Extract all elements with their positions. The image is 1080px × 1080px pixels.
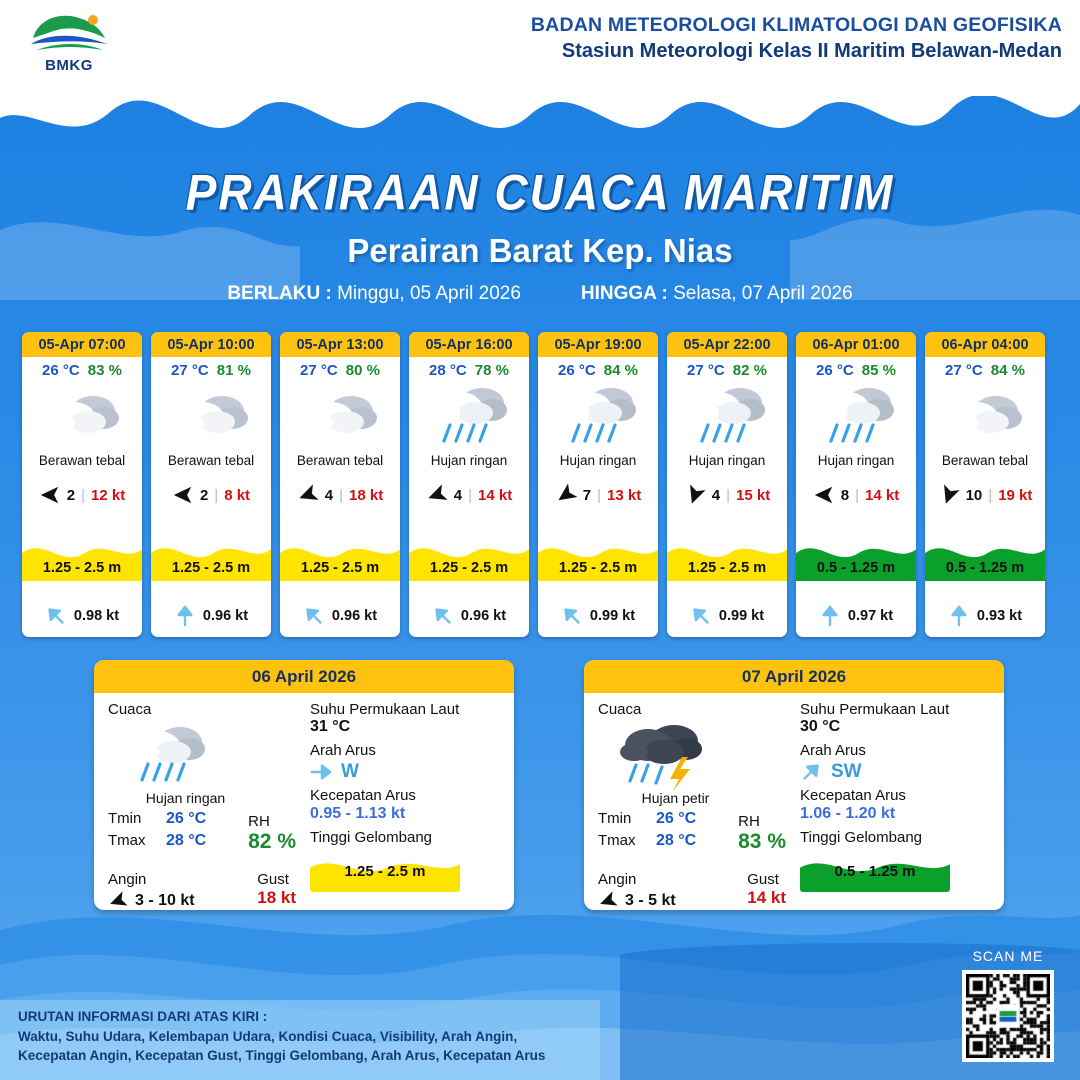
hourly-wind-separator: | xyxy=(726,486,731,504)
hourly-current-speed: 0.97 kt xyxy=(847,608,894,624)
hourly-weather-icon xyxy=(796,379,916,451)
hourly-wave-height: 0.5 - 1.25 m xyxy=(816,560,896,576)
daily-left-column xyxy=(598,701,794,909)
daily-condition: Hujan petir xyxy=(641,790,710,806)
daily-wind-block xyxy=(598,871,676,910)
hourly-wave-band xyxy=(925,533,1045,581)
daily-rh-value: 82 % xyxy=(248,830,296,853)
daily-current-speed-value: 1.06 - 1.20 kt xyxy=(800,805,896,822)
daily-sst-label: Suhu Permukaan Laut xyxy=(800,701,950,718)
daily-wind-value: 3 - 10 kt xyxy=(135,892,195,909)
rain-icon xyxy=(428,379,510,451)
station-name: Stasiun Meteorologi Kelas II Maritim Belawan-Medan xyxy=(561,40,1062,62)
hourly-card xyxy=(925,332,1045,637)
hourly-card xyxy=(409,332,529,637)
current-direction-arrow-icon xyxy=(298,600,329,631)
bmkg-logo-text: BMKG xyxy=(45,57,93,74)
rain-icon xyxy=(557,379,639,451)
hourly-wave-height: 1.25 - 2.5 m xyxy=(300,560,380,576)
hourly-weather-icon xyxy=(925,379,1045,451)
hourly-current-speed: 0.99 kt xyxy=(589,608,636,624)
hourly-wind-speed: 7 xyxy=(582,486,592,504)
hourly-wind-separator: | xyxy=(597,486,602,504)
hourly-wind-speed: 2 xyxy=(66,486,76,504)
daily-angin-label: Angin xyxy=(108,871,147,888)
wind-direction-arrow-icon xyxy=(595,888,621,910)
hourly-wind xyxy=(667,484,787,506)
daily-body xyxy=(584,693,1004,910)
hourly-wind-speed: 4 xyxy=(324,486,334,504)
hourly-current xyxy=(409,605,529,627)
daily-current-dir-row xyxy=(310,761,500,783)
qr-code[interactable] xyxy=(962,970,1054,1062)
hourly-wind xyxy=(538,484,658,506)
current-direction-arrow-icon xyxy=(948,605,970,627)
hourly-forecast-strip xyxy=(22,332,1045,637)
daily-tmax-label: Tmax xyxy=(598,832,636,849)
hourly-current-speed: 0.96 kt xyxy=(460,608,507,624)
hourly-wave-band xyxy=(280,533,400,581)
hourly-temp-rh xyxy=(667,357,787,379)
wind-direction-arrow-icon xyxy=(105,888,131,910)
hourly-current-speed: 0.93 kt xyxy=(976,608,1023,624)
cloudy-icon xyxy=(301,385,379,445)
daily-card xyxy=(94,660,514,910)
wind-direction-arrow-icon xyxy=(813,484,835,506)
hourly-humidity: 85 % xyxy=(861,362,896,379)
hourly-time: 05-Apr 10:00 xyxy=(151,332,271,357)
hourly-wave-band xyxy=(667,533,787,581)
hourly-time: 06-Apr 04:00 xyxy=(925,332,1045,357)
hourly-wind-speed: 2 xyxy=(199,486,209,504)
bmkg-logo-icon xyxy=(27,8,111,56)
daily-wave-value: 0.5 - 1.25 m xyxy=(834,862,916,880)
wind-direction-arrow-icon xyxy=(423,481,451,509)
hourly-temp-rh xyxy=(796,357,916,379)
daily-card xyxy=(584,660,1004,910)
daily-rh-label: RH xyxy=(738,813,760,830)
hourly-current xyxy=(151,605,271,627)
hourly-current-speed: 0.96 kt xyxy=(331,608,378,624)
hourly-temp-rh xyxy=(925,357,1045,379)
daily-tmax-value: 28 °C xyxy=(166,832,207,849)
hourly-condition: Berawan tebal xyxy=(167,453,255,468)
wind-direction-arrow-icon xyxy=(934,481,962,509)
daily-angin-label: Angin xyxy=(598,871,637,888)
daily-weather-icon xyxy=(598,718,794,790)
hourly-gust: 8 kt xyxy=(224,486,251,504)
daily-wave-value: 1.25 - 2.5 m xyxy=(344,862,426,880)
hourly-gust: 18 kt xyxy=(349,486,384,504)
daily-wave-label: Tinggi Gelombang xyxy=(310,829,433,846)
daily-tmin-value: 26 °C xyxy=(656,810,697,827)
legend-note xyxy=(18,1007,618,1066)
daily-cuaca-label: Cuaca xyxy=(598,701,642,718)
thunderstorm-icon xyxy=(616,717,708,791)
hourly-card xyxy=(538,332,658,637)
hourly-card xyxy=(22,332,142,637)
scan-label: SCAN ME xyxy=(972,948,1044,964)
hourly-wind-speed: 4 xyxy=(453,486,463,504)
hourly-current xyxy=(925,605,1045,627)
rain-icon xyxy=(686,379,768,451)
hourly-temp-rh xyxy=(280,357,400,379)
hourly-gust: 14 kt xyxy=(478,486,513,504)
daily-left-column xyxy=(108,701,304,909)
cloudy-icon xyxy=(43,385,121,445)
daily-current-dir-row xyxy=(800,761,990,783)
current-direction-arrow-icon xyxy=(174,605,196,627)
hourly-wind-separator: | xyxy=(339,486,344,504)
daily-wind-block xyxy=(108,871,195,910)
hourly-card xyxy=(796,332,916,637)
hourly-wave-band xyxy=(409,533,529,581)
hourly-time: 05-Apr 07:00 xyxy=(22,332,142,357)
daily-gust-value: 14 kt xyxy=(747,888,786,907)
hourly-temperature: 26 °C xyxy=(42,362,80,379)
hourly-current xyxy=(22,605,142,627)
daily-wave-band xyxy=(310,850,460,892)
scan-block xyxy=(962,948,1054,1062)
hourly-time: 05-Apr 16:00 xyxy=(409,332,529,357)
hourly-wind-speed: 8 xyxy=(840,486,850,504)
daily-date: 06 April 2026 xyxy=(94,660,514,693)
qr-code-canvas xyxy=(966,974,1050,1058)
hourly-temperature: 27 °C xyxy=(300,362,338,379)
hourly-wave-height: 1.25 - 2.5 m xyxy=(558,560,638,576)
rain-icon xyxy=(815,379,897,451)
hourly-current xyxy=(280,605,400,627)
wind-direction-arrow-icon xyxy=(550,480,581,511)
valid-until xyxy=(581,283,853,305)
validity-row xyxy=(0,283,1080,305)
current-direction-arrow-icon xyxy=(40,600,71,631)
daily-sst-label: Suhu Permukaan Laut xyxy=(310,701,460,718)
current-direction-arrow-icon xyxy=(685,600,716,631)
hourly-humidity: 84 % xyxy=(603,362,638,379)
hourly-wind xyxy=(22,484,142,506)
hourly-wind-separator: | xyxy=(214,486,219,504)
daily-sst-value: 31 °C xyxy=(310,718,351,735)
hourly-condition: Hujan ringan xyxy=(817,453,895,468)
daily-wave-band xyxy=(800,850,950,892)
hourly-condition: Berawan tebal xyxy=(38,453,126,468)
current-direction-arrow-icon xyxy=(795,756,826,787)
daily-gust-value: 18 kt xyxy=(257,888,296,907)
valid-from-value: Minggu, 05 April 2026 xyxy=(337,283,521,304)
daily-forecast-row xyxy=(94,660,1004,910)
hourly-wind-separator: | xyxy=(855,486,860,504)
daily-rh-label: RH xyxy=(248,813,270,830)
hourly-temp-rh xyxy=(409,357,529,379)
hourly-temperature: 27 °C xyxy=(171,362,209,379)
daily-right-column xyxy=(304,701,500,900)
hourly-wave-height: 1.25 - 2.5 m xyxy=(687,560,767,576)
daily-condition: Hujan ringan xyxy=(145,790,226,806)
agency-name: BADAN METEOROLOGI KLIMATOLOGI DAN GEOFISIKA xyxy=(530,14,1062,36)
hourly-wave-band xyxy=(796,533,916,581)
legend-line-3: Kecepatan Angin, Kecepatan Gust, Tinggi Gelombang, Arah Arus, Kecepatan Arus xyxy=(18,1048,546,1064)
daily-wind-value: 3 - 5 kt xyxy=(625,892,676,909)
daily-current-speed-label: Kecepatan Arus xyxy=(310,787,416,804)
hourly-time: 05-Apr 19:00 xyxy=(538,332,658,357)
hourly-humidity: 80 % xyxy=(345,362,380,379)
cloudy-icon xyxy=(172,385,250,445)
hourly-wind-speed: 4 xyxy=(711,486,721,504)
hourly-weather-icon xyxy=(22,379,142,451)
hourly-wind xyxy=(925,484,1045,506)
hourly-current xyxy=(796,605,916,627)
wind-direction-arrow-icon xyxy=(172,484,194,506)
daily-cuaca-label: Cuaca xyxy=(108,701,152,718)
valid-from-label: BERLAKU : xyxy=(227,283,332,304)
daily-body xyxy=(94,693,514,910)
current-direction-arrow-icon xyxy=(310,761,332,783)
wind-direction-arrow-icon xyxy=(39,484,61,506)
daily-sst-value: 30 °C xyxy=(800,718,841,735)
daily-current-dir-label: Arah Arus xyxy=(310,742,376,759)
hourly-weather-icon xyxy=(151,379,271,451)
header xyxy=(0,0,1080,96)
hourly-temp-rh xyxy=(151,357,271,379)
hourly-condition: Berawan tebal xyxy=(941,453,1029,468)
daily-right-column xyxy=(794,701,990,900)
hourly-card xyxy=(280,332,400,637)
hourly-temperature: 27 °C xyxy=(687,362,725,379)
daily-tmax-label: Tmax xyxy=(108,832,146,849)
hourly-condition: Hujan ringan xyxy=(430,453,508,468)
daily-rh-block xyxy=(738,813,786,854)
hourly-condition: Hujan ringan xyxy=(559,453,637,468)
rain-icon xyxy=(126,718,208,790)
daily-tmin-label: Tmin xyxy=(108,810,142,827)
page-title: PRAKIRAAN CUACA MARITIM xyxy=(185,163,895,221)
hourly-weather-icon xyxy=(667,379,787,451)
hourly-humidity: 84 % xyxy=(990,362,1025,379)
hourly-weather-icon xyxy=(409,379,529,451)
daily-wind-row xyxy=(108,891,195,910)
hourly-wind xyxy=(151,484,271,506)
hourly-temperature: 27 °C xyxy=(945,362,983,379)
daily-gust-block xyxy=(747,871,786,908)
hourly-wind-separator: | xyxy=(468,486,473,504)
hourly-current xyxy=(667,605,787,627)
daily-current-dir-label: Arah Arus xyxy=(800,742,866,759)
valid-until-label: HINGGA : xyxy=(580,283,668,304)
hourly-temperature: 26 °C xyxy=(558,362,596,379)
hourly-wind xyxy=(409,484,529,506)
daily-current-speed-value: 0.95 - 1.13 kt xyxy=(310,805,406,822)
hourly-wind xyxy=(796,484,916,506)
hourly-wind xyxy=(280,484,400,506)
hourly-wave-band xyxy=(151,533,271,581)
daily-tmin-value: 26 °C xyxy=(166,810,207,827)
daily-weather-icon xyxy=(108,718,304,790)
hourly-wave-height: 1.25 - 2.5 m xyxy=(171,560,251,576)
hourly-wave-band xyxy=(22,533,142,581)
daily-date: 07 April 2026 xyxy=(584,660,1004,693)
current-direction-arrow-icon xyxy=(556,600,587,631)
daily-current-speed-label: Kecepatan Arus xyxy=(800,787,906,804)
hourly-temp-rh xyxy=(538,357,658,379)
hourly-wave-height: 1.25 - 2.5 m xyxy=(42,560,122,576)
wind-direction-arrow-icon xyxy=(294,481,322,509)
hourly-current-speed: 0.99 kt xyxy=(718,608,765,624)
hourly-humidity: 81 % xyxy=(216,362,251,379)
daily-tmax-value: 28 °C xyxy=(656,832,697,849)
valid-from xyxy=(227,283,521,305)
legend-line-1: URUTAN INFORMASI DARI ATAS KIRI : xyxy=(18,1009,268,1025)
hourly-time: 05-Apr 13:00 xyxy=(280,332,400,357)
hourly-wave-height: 1.25 - 2.5 m xyxy=(429,560,509,576)
hourly-wind-separator: | xyxy=(81,486,86,504)
hourly-current xyxy=(538,605,658,627)
hourly-gust: 19 kt xyxy=(998,486,1033,504)
daily-wave-label: Tinggi Gelombang xyxy=(800,829,923,846)
legend-line-2: Waktu, Suhu Udara, Kelembapan Udara, Kondisi Cuaca, Visibility, Arah Angin, xyxy=(18,1028,518,1044)
hourly-card xyxy=(667,332,787,637)
hourly-gust: 12 kt xyxy=(91,486,126,504)
daily-current-dir-value: SW xyxy=(831,761,862,782)
hourly-humidity: 82 % xyxy=(732,362,767,379)
wind-direction-arrow-icon xyxy=(681,481,709,509)
hourly-current-speed: 0.96 kt xyxy=(202,608,249,624)
daily-rh-block xyxy=(248,813,296,854)
daily-tmin-label: Tmin xyxy=(598,810,632,827)
daily-wind-row xyxy=(598,891,676,910)
hourly-weather-icon xyxy=(538,379,658,451)
hourly-time: 06-Apr 01:00 xyxy=(796,332,916,357)
hourly-weather-icon xyxy=(280,379,400,451)
hourly-gust: 13 kt xyxy=(607,486,642,504)
hourly-card xyxy=(151,332,271,637)
cloudy-icon xyxy=(946,385,1024,445)
hourly-wave-height: 0.5 - 1.25 m xyxy=(945,560,1025,576)
hourly-wave-band xyxy=(538,533,658,581)
hourly-temp-rh xyxy=(22,357,142,379)
daily-rh-value: 83 % xyxy=(738,830,786,853)
current-direction-arrow-icon xyxy=(427,600,458,631)
daily-gust-block xyxy=(257,871,296,908)
hourly-temperature: 28 °C xyxy=(429,362,467,379)
hourly-condition: Berawan tebal xyxy=(296,453,384,468)
hourly-wind-speed: 10 xyxy=(965,486,983,504)
daily-gust-label: Gust xyxy=(257,871,289,888)
hourly-gust: 14 kt xyxy=(865,486,900,504)
hourly-temperature: 26 °C xyxy=(816,362,854,379)
hourly-condition: Hujan ringan xyxy=(688,453,766,468)
valid-until-value: Selasa, 07 April 2026 xyxy=(673,283,853,304)
daily-gust-label: Gust xyxy=(747,871,779,888)
header-titles xyxy=(531,8,1062,63)
hourly-time: 05-Apr 22:00 xyxy=(667,332,787,357)
daily-current-dir-value: W xyxy=(341,761,359,782)
hourly-gust: 15 kt xyxy=(736,486,771,504)
hourly-humidity: 83 % xyxy=(87,362,122,379)
hourly-humidity: 78 % xyxy=(474,362,509,379)
current-direction-arrow-icon xyxy=(819,605,841,627)
bmkg-logo xyxy=(14,8,124,74)
region-title: Perairan Barat Kep. Nias xyxy=(347,232,733,269)
hourly-current-speed: 0.98 kt xyxy=(73,608,120,624)
hourly-wind-separator: | xyxy=(988,486,993,504)
